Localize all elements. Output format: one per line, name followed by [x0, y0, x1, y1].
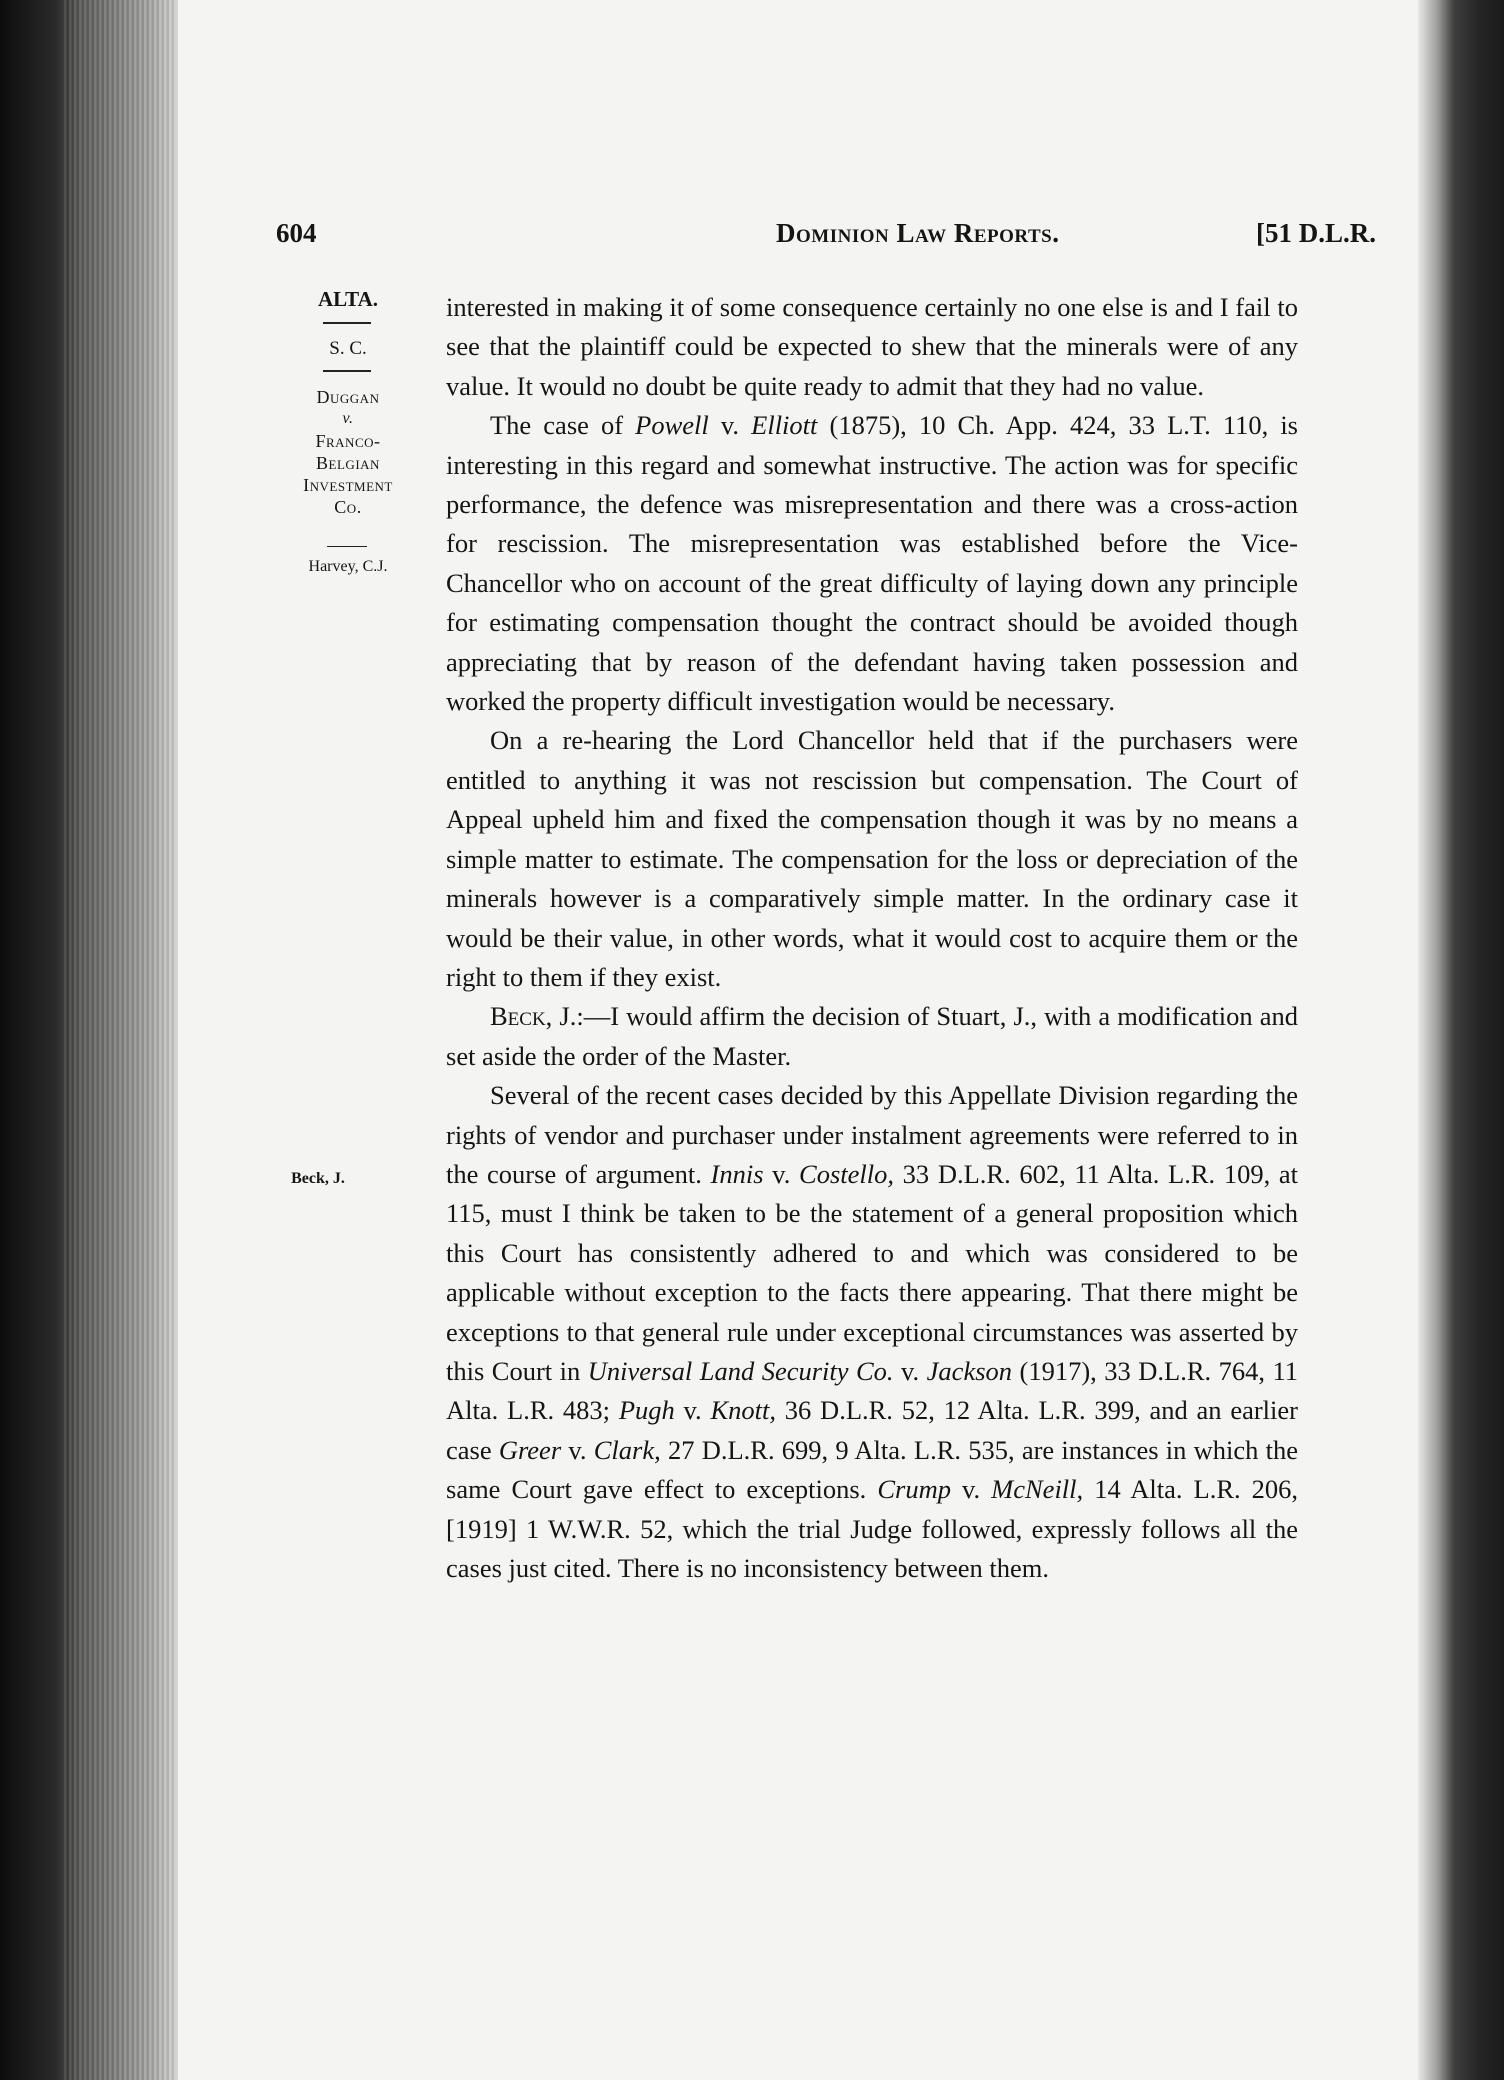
book-right-edge — [1418, 0, 1504, 2080]
case-name: Costello, — [799, 1158, 894, 1189]
text-run: v. — [561, 1434, 594, 1465]
margin-rule — [323, 322, 371, 324]
text-run: v. — [950, 1474, 992, 1505]
margin-court: S. C. — [329, 338, 367, 359]
volume-reference: [51 D.L.R. — [1256, 218, 1376, 248]
margin-plaintiff: Duggan — [316, 387, 380, 407]
text-run: v. — [674, 1395, 711, 1426]
running-header — [276, 218, 1476, 258]
case-name: Universal Land Security Co. — [587, 1355, 894, 1386]
margin-rule — [323, 370, 371, 372]
book-page — [178, 0, 1418, 2080]
case-name: Powell — [635, 410, 709, 441]
text-run: v. — [893, 1355, 927, 1386]
margin-defendant-3: Investment — [303, 475, 393, 495]
case-name: Knott, — [710, 1395, 776, 1426]
margin-rule — [327, 546, 367, 547]
margin-case-name — [268, 386, 428, 518]
text-run: The case of — [490, 410, 636, 441]
paragraph-5 — [446, 1076, 1298, 1588]
margin-defendant-2: Belgian — [316, 453, 380, 473]
case-name: Crump — [877, 1474, 951, 1505]
text-run: 14 Alta. L.R. 206, [1919] 1 W.W.R. 52, which the trial Judge followed, expressly follows all the cases just cited. There is no inconsistency between them. — [446, 1474, 1299, 1583]
case-name: Elliott — [751, 410, 818, 441]
text-run: Several of the recent cases decided by this Appellate Division regarding the rights of vendor and purchaser under instalment agreements were referred to in the course of argument. — [446, 1080, 1298, 1189]
paragraph-1: interested in making it of some consequence certainly no one else is and I fail to see that the plaintiff could be expected to shew that the minerals were of any value. It would no doubt be quite ready to admit that they had no value. — [446, 292, 1298, 401]
text-run: (1917), 33 D.L.R. 764, 11 Alta. L.R. 483; — [446, 1355, 1298, 1426]
judge-name: Beck, J. — [490, 1001, 577, 1032]
body-text — [446, 288, 1298, 1588]
journal-title: Dominion Law Reports. — [776, 218, 1060, 248]
case-name: Pugh — [618, 1395, 675, 1426]
margin-defendant-4: Co. — [334, 497, 362, 517]
page-edges — [64, 0, 174, 2080]
text-run: :—I would affirm the decision of Stuart, J., with a modification and set aside the order of the Master. — [446, 1001, 1298, 1071]
page-number: 604 — [276, 218, 317, 248]
text-run: 27 D.L.R. 699, 9 Alta. L.R. 535, are instances in which the same Court gave effect to exceptions. — [446, 1434, 1298, 1505]
margin-defendant-1: Franco- — [315, 431, 381, 451]
text-run: v. — [763, 1158, 800, 1189]
case-name: Jackson — [926, 1355, 1013, 1386]
margin-judge-beck: Beck, J. — [291, 1170, 345, 1187]
case-name: Clark, — [593, 1434, 661, 1465]
case-name: Greer — [498, 1434, 562, 1465]
paragraph-4 — [446, 997, 1298, 1076]
paragraph-2 — [446, 406, 1298, 721]
text-run: 33 D.L.R. 602, 11 Alta. L.R. 109, at 115, must I think be taken to be the statement of a general proposition which this Court has consistently adhered to and which was considered to be applicable without exception to the facts there appearing. That there might be exceptions to that general rule under exceptional circumstances was asserted by this Court in — [446, 1158, 1298, 1386]
margin-versus: v. — [342, 410, 354, 427]
text-run: 36 D.L.R. 52, 12 Alta. L.R. 399, and an earlier case — [446, 1395, 1298, 1465]
case-name: Innis — [710, 1158, 764, 1189]
text-run: (1875), 10 Ch. App. 424, 33 L.T. 110, is interesting in this regard and somewhat instructive. The action was for specific performance, the defence was misrepresentation and there was a cross-action for rescission. The misrepresentation was established before the Vice-Chancellor who on account of the great difficulty of laying down any principle for estimating compensation thought the contract should be avoided though appreciating that by reason of the defendant having taken possession and worked the property difficult investigation would be necessary. — [446, 410, 1298, 717]
margin-province: ALTA. — [317, 287, 379, 311]
margin-judge-harvey: Harvey, C.J. — [308, 558, 388, 575]
case-name: McNeill, — [991, 1474, 1084, 1505]
text-run: v. — [708, 410, 752, 441]
book-spine-edge — [0, 0, 178, 2080]
paragraph-3: On a re-hearing the Lord Chancellor held that if the purchasers were entitled to anything it was not rescission but compensation. The Court of Appeal upheld him and fixed the compensation though it was by no means a simple matter to estimate. The compensation for the loss or depreciation of the minerals however is a comparatively simple matter. In the ordinary case it would be their value, in other words, what it would cost to acquire them or the right to them if they exist. — [446, 725, 1298, 992]
